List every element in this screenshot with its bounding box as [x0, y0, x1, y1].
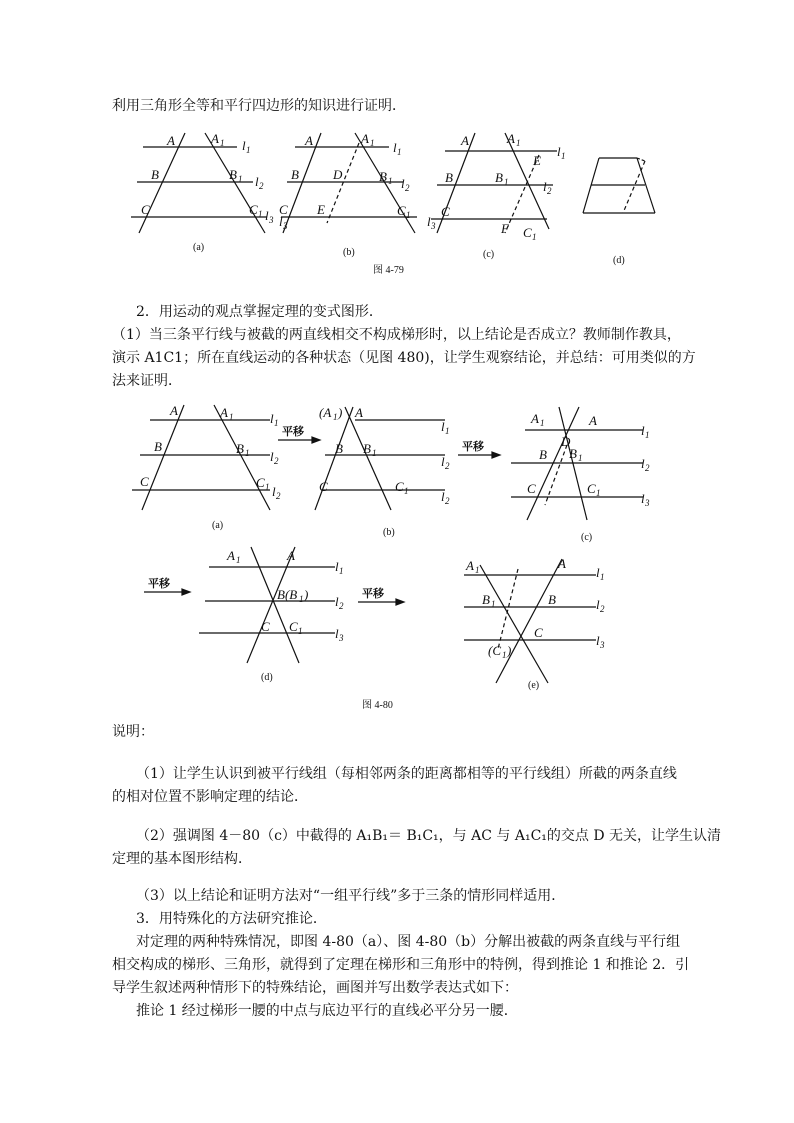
- svg-text:C: C: [256, 475, 265, 490]
- svg-text:1: 1: [238, 174, 243, 184]
- fig79a-label-A: A: [167, 133, 175, 148]
- svg-text:C: C: [397, 203, 406, 218]
- svg-text:3: 3: [600, 640, 605, 650]
- svg-text:): ): [507, 643, 512, 658]
- svg-text:1: 1: [220, 138, 225, 148]
- svg-text:B: B: [335, 441, 343, 456]
- note1-line2: 的相对位置不影响定理的结论．: [112, 789, 308, 805]
- note3: （3）以上结论和证明方法对“一组平行线”多于三条的情形同样适用．: [136, 888, 566, 904]
- svg-text:D: D: [333, 167, 343, 182]
- svg-text:1: 1: [229, 412, 234, 422]
- svg-text:1: 1: [578, 453, 583, 463]
- svg-text:A: A: [305, 133, 313, 148]
- svg-text:平移: 平移: [148, 578, 170, 590]
- svg-text:2: 2: [259, 181, 264, 191]
- svg-text:B: B: [236, 441, 244, 456]
- intro-text: 利用三角形全等和平行四边形的知识进行证明．: [112, 98, 406, 114]
- svg-text:B: B: [569, 446, 577, 461]
- svg-text:C: C: [141, 202, 150, 217]
- svg-text:2: 2: [274, 456, 279, 466]
- fig80-sublabel-d: (d): [261, 672, 273, 683]
- para1-line1: （1）当三条平行线与被截的两直线相交不构成梯形时，以上结论是否成立？教师制作教具，: [112, 327, 681, 343]
- fig79-c: [427, 131, 566, 260]
- fig80-shift-arrow-3: [144, 576, 190, 595]
- svg-text:1: 1: [245, 448, 250, 458]
- svg-text:F: F: [501, 221, 509, 236]
- svg-text:l: l: [335, 626, 339, 641]
- figure-4-80: [120, 395, 680, 715]
- svg-text:平移: 平移: [282, 426, 304, 438]
- svg-text:l: l: [441, 489, 445, 504]
- svg-text:(C: (C: [488, 643, 501, 658]
- svg-text:l: l: [596, 565, 600, 580]
- svg-text:C: C: [279, 202, 288, 217]
- svg-text:1: 1: [274, 418, 279, 428]
- fig79a-label-A1: A: [211, 131, 219, 146]
- svg-text:C: C: [523, 225, 532, 240]
- svg-text:B: B: [154, 439, 162, 454]
- svg-text:B: B: [495, 170, 503, 185]
- fig79-caption: 图 4-79: [373, 265, 404, 275]
- svg-text:B: B: [445, 170, 453, 185]
- fig80-sublabel-a: (a): [212, 520, 224, 531]
- fig80-sublabel-e: (e): [528, 680, 540, 691]
- svg-text:E: E: [533, 153, 541, 168]
- svg-text:l: l: [557, 144, 561, 159]
- svg-text:l: l: [270, 411, 274, 426]
- svg-text:A: A: [355, 405, 363, 420]
- fig80-e: [464, 556, 605, 691]
- note2-line2: 定理的基本图形结构．: [112, 851, 252, 867]
- svg-text:1: 1: [540, 418, 545, 428]
- figure-4-79: [125, 125, 665, 275]
- fig79-sublabel-a: (a): [193, 242, 205, 253]
- svg-text:1: 1: [600, 572, 605, 582]
- svg-text:1: 1: [404, 486, 409, 496]
- svg-text:D: D: [561, 434, 571, 449]
- svg-text:A: A: [531, 411, 539, 426]
- svg-text:l: l: [335, 594, 339, 609]
- svg-text:A: A: [558, 556, 566, 571]
- svg-text:B: B: [291, 167, 299, 182]
- svg-text:1: 1: [299, 594, 304, 604]
- svg-text:A: A: [170, 403, 178, 418]
- svg-text:1: 1: [491, 599, 496, 609]
- svg-text:C: C: [249, 202, 258, 217]
- svg-text:1: 1: [445, 426, 450, 436]
- svg-text:1: 1: [397, 147, 402, 157]
- svg-text:E: E: [317, 202, 325, 217]
- svg-text:l: l: [279, 214, 283, 229]
- svg-text:A: A: [466, 558, 474, 573]
- svg-text:l: l: [270, 449, 274, 464]
- fig80-shift-arrow-2: [458, 439, 500, 458]
- svg-text:l: l: [596, 597, 600, 612]
- svg-text:3: 3: [645, 498, 650, 508]
- svg-text:1: 1: [236, 555, 241, 565]
- svg-text:l: l: [265, 208, 269, 223]
- svg-text:A: A: [361, 131, 369, 146]
- svg-text:l: l: [441, 454, 445, 469]
- svg-text:B: B: [229, 167, 237, 182]
- svg-text:2: 2: [547, 186, 552, 196]
- svg-text:3: 3: [283, 221, 288, 231]
- svg-text:l: l: [427, 214, 431, 229]
- svg-text:l: l: [242, 138, 246, 153]
- svg-text:l: l: [401, 176, 405, 191]
- fig80-sublabel-b: (b): [383, 527, 395, 538]
- svg-text:l: l: [641, 423, 645, 438]
- fig80-a: [132, 403, 281, 531]
- svg-text:l: l: [441, 419, 445, 434]
- svg-text:平移: 平移: [362, 588, 384, 600]
- svg-text:3: 3: [269, 215, 274, 225]
- svg-text:平移: 平移: [462, 441, 484, 453]
- svg-text:l: l: [393, 140, 397, 155]
- fig80-shift-arrow-1: [278, 424, 320, 443]
- svg-text:): ): [338, 405, 343, 420]
- svg-text:1: 1: [265, 482, 270, 492]
- svg-text:1: 1: [596, 488, 601, 498]
- svg-text:B: B: [482, 592, 490, 607]
- svg-text:2: 2: [276, 491, 281, 501]
- svg-text:C: C: [319, 479, 328, 494]
- svg-text:1: 1: [333, 412, 338, 422]
- svg-text:C: C: [534, 625, 543, 640]
- svg-text:l: l: [255, 174, 259, 189]
- fig80-d: [199, 547, 344, 683]
- fig79-sublabel-c: (c): [483, 249, 495, 260]
- svg-text:1: 1: [532, 232, 537, 242]
- para1-line3: 法来证明．: [112, 373, 182, 389]
- note1-line1: （1）让学生认识到被平行线组（每相邻两条的距离都相等的平行线组）所截的两条直线: [136, 766, 677, 782]
- section-3-title: 3．用特殊化的方法研究推论．: [136, 911, 327, 927]
- fig79-a: [131, 131, 274, 253]
- para3-line1: 对定理的两种特殊情况，即图 4-80（a）、图 4-80（b）分解出被截的两条直线与平行组: [136, 934, 681, 950]
- svg-text:): ): [304, 587, 309, 602]
- explain-label: 说明：: [112, 724, 154, 740]
- svg-text:C: C: [289, 619, 298, 634]
- corollary-1: 推论 1 经过梯形一腰的中点与底边平行的直线必平分另一腰．: [136, 1003, 518, 1019]
- svg-text:1: 1: [339, 566, 344, 576]
- svg-text:A: A: [220, 405, 228, 420]
- fig79-b: [279, 131, 417, 258]
- svg-text:C: C: [587, 481, 596, 496]
- svg-text:1: 1: [502, 650, 507, 660]
- fig80-b: [315, 405, 450, 538]
- svg-text:3: 3: [431, 221, 436, 231]
- svg-text:l: l: [641, 491, 645, 506]
- svg-text:1: 1: [516, 138, 521, 148]
- svg-text:1: 1: [406, 210, 411, 220]
- svg-text:1: 1: [504, 177, 509, 187]
- svg-text:1: 1: [246, 145, 251, 155]
- svg-text:C: C: [261, 619, 270, 634]
- svg-text:B: B: [363, 441, 371, 456]
- svg-text:B(B: B(B: [277, 587, 298, 602]
- svg-text:C: C: [527, 481, 536, 496]
- svg-text:1: 1: [475, 565, 480, 575]
- svg-text:l: l: [543, 179, 547, 194]
- svg-text:3: 3: [339, 633, 344, 643]
- svg-text:l: l: [335, 559, 339, 574]
- fig80-shift-arrow-4: [358, 586, 404, 605]
- svg-text:2: 2: [645, 463, 650, 473]
- svg-text:A: A: [287, 548, 295, 563]
- svg-text:2: 2: [445, 461, 450, 471]
- svg-text:B: B: [379, 169, 387, 184]
- svg-text:C: C: [441, 204, 450, 219]
- svg-text:A: A: [227, 548, 235, 563]
- para3-line3: 导学生叙述两种情形下的特殊结论，画图并写出数学表达式如下：: [112, 980, 518, 996]
- svg-text:1: 1: [258, 209, 263, 219]
- svg-text:l: l: [596, 633, 600, 648]
- svg-text:1: 1: [370, 138, 375, 148]
- fig80-sublabel-c: (c): [581, 532, 593, 543]
- svg-text:2: 2: [600, 604, 605, 614]
- svg-text:A: A: [589, 413, 597, 428]
- svg-text:C: C: [140, 474, 149, 489]
- svg-text:1: 1: [372, 448, 377, 458]
- svg-text:2: 2: [339, 601, 344, 611]
- para1-line2: 演示 A1C1；所在直线运动的各种状态（见图 480)，让学生观察结论，并总结：可用类似的方: [112, 350, 696, 366]
- svg-text:(A: (A: [319, 405, 332, 420]
- fig79-sublabel-b: (b): [343, 247, 355, 258]
- svg-text:B: B: [151, 167, 159, 182]
- svg-text:A: A: [507, 131, 515, 146]
- svg-text:B: B: [548, 592, 556, 607]
- svg-text:2: 2: [405, 183, 410, 193]
- svg-text:l: l: [641, 456, 645, 471]
- svg-text:A: A: [461, 133, 469, 148]
- section-2-title: 2．用运动的观点掌握定理的变式图形．: [136, 304, 383, 320]
- fig80-caption: 图 4-80: [362, 700, 393, 711]
- svg-text:1: 1: [298, 626, 303, 636]
- svg-text:l: l: [272, 484, 276, 499]
- svg-text:1: 1: [561, 151, 566, 161]
- fig79-sublabel-d: (d): [613, 255, 625, 266]
- note2-line1: （2）强调图 4－80（c）中截得的 A₁B₁＝ B₁C₁，与 AC 与 A₁C₁的交点 D 无关，让学生认清: [136, 828, 722, 844]
- svg-text:2: 2: [445, 496, 450, 506]
- svg-text:1: 1: [645, 430, 650, 440]
- svg-text:1: 1: [388, 176, 393, 186]
- svg-text:C: C: [395, 479, 404, 494]
- para3-line2: 相交构成的梯形、三角形，就得到了定理在梯形和三角形中的特例，得到推论 1 和推论 2．引: [112, 957, 690, 973]
- svg-text:B: B: [539, 447, 547, 462]
- fig79-d: [583, 158, 655, 266]
- fig80-c: [511, 407, 650, 543]
